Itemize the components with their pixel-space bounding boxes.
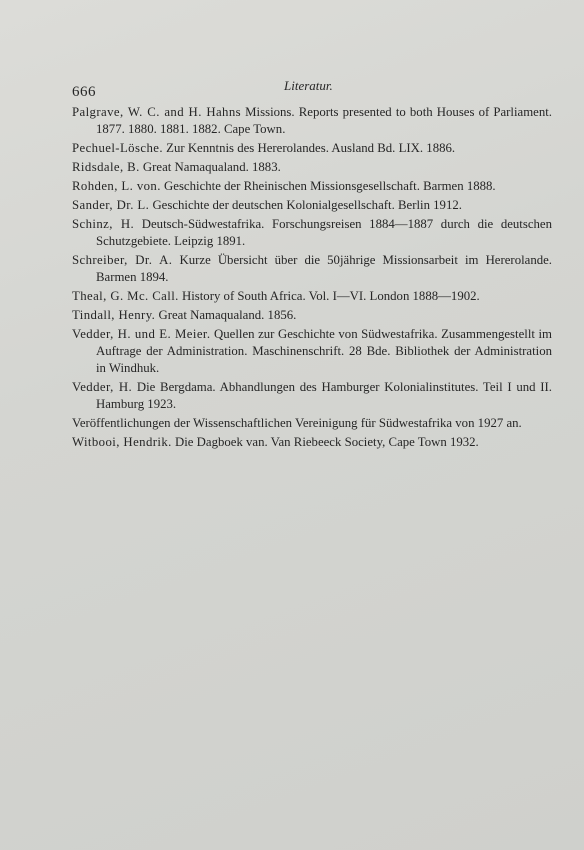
entry-author: Schreiber, Dr. A. bbox=[72, 253, 173, 267]
entry-text: History of South Africa. Vol. I—VI. London 1888—1902. bbox=[181, 289, 480, 303]
entry-author: Vedder, H. bbox=[72, 380, 133, 394]
entry-text: Great Namaqualand. 1856. bbox=[158, 308, 297, 322]
bibliography-entry bbox=[72, 288, 552, 305]
bibliography-entry bbox=[72, 140, 552, 157]
entry-author: Palgrave, W. C. and H. Hahns bbox=[72, 105, 242, 119]
entry-author: Sander, Dr. L. bbox=[72, 198, 150, 212]
entry-text: Missions. Reports presented to both Houses of Parliament. 1877. 1880. 1881. 1882. Cape Town. bbox=[96, 105, 553, 136]
entry-author: Theal, G. Mc. Call. bbox=[72, 289, 179, 303]
bibliography-entry bbox=[72, 307, 552, 324]
bibliography-entry bbox=[72, 216, 552, 250]
entry-text: Geschichte der Rheinischen Missionsgesellschaft. Barmen 1888. bbox=[164, 179, 496, 193]
entry-text: Deutsch-Südwestafrika. Forschungsreisen 1884—1887 durch die deutschen Schutzgebiete. Leipzig 1891. bbox=[96, 217, 553, 248]
bibliography-entry bbox=[72, 197, 552, 214]
entry-text: Geschichte der deutschen Kolonialgesellschaft. Berlin 1912. bbox=[152, 198, 462, 212]
entry-text: Veröffentlichungen der Wissenschaftlichen Vereinigung für Südwestafrika von 1927 an. bbox=[72, 416, 522, 430]
entry-text: Quellen zur Geschichte von Südwestafrika. Zusammengestellt im Auftrage der Administration. Maschinenschrift. 28 Bde. Bibliothek der Administration in Windhuk. bbox=[96, 327, 553, 375]
bibliography-entry bbox=[72, 415, 552, 432]
bibliography-entry bbox=[72, 104, 552, 138]
entry-author: Tindall, Henry. bbox=[72, 308, 156, 322]
bibliography-entry bbox=[72, 159, 552, 176]
bibliography-entry bbox=[72, 178, 552, 195]
entry-text: Kurze Übersicht über die 50jährige Missionsarbeit im Hererolande. Barmen 1894. bbox=[96, 253, 553, 284]
entry-author: Rohden, L. von. bbox=[72, 179, 161, 193]
page-header bbox=[72, 78, 552, 100]
bibliography-entry bbox=[72, 434, 552, 451]
entry-author: Schinz, H. bbox=[72, 217, 135, 231]
bibliography-entry bbox=[72, 326, 552, 377]
entry-author: Pechuel-Lösche. bbox=[72, 141, 163, 155]
bibliography-entry bbox=[72, 379, 552, 413]
entry-text: Die Bergdama. Abhandlungen des Hamburger Kolonialinstitutes. Teil I und II. Hamburg 1923. bbox=[96, 380, 553, 411]
entry-text: Zur Kenntnis des Hererolandes. Ausland Bd. LIX. 1886. bbox=[166, 141, 456, 155]
entry-text: Great Namaqualand. 1883. bbox=[142, 160, 281, 174]
running-title: Literatur. bbox=[284, 78, 333, 93]
entry-text: Die Dagboek van. Van Riebeeck Society, Cape Town 1932. bbox=[174, 435, 479, 449]
entry-author: Witbooi, Hendrik. bbox=[72, 435, 172, 449]
page-number: 666 bbox=[72, 84, 96, 100]
entry-author: Ridsdale, B. bbox=[72, 160, 140, 174]
bibliography-list bbox=[72, 104, 552, 453]
bibliography-entry bbox=[72, 252, 552, 286]
entry-author: Vedder, H. und E. Meier. bbox=[72, 327, 211, 341]
